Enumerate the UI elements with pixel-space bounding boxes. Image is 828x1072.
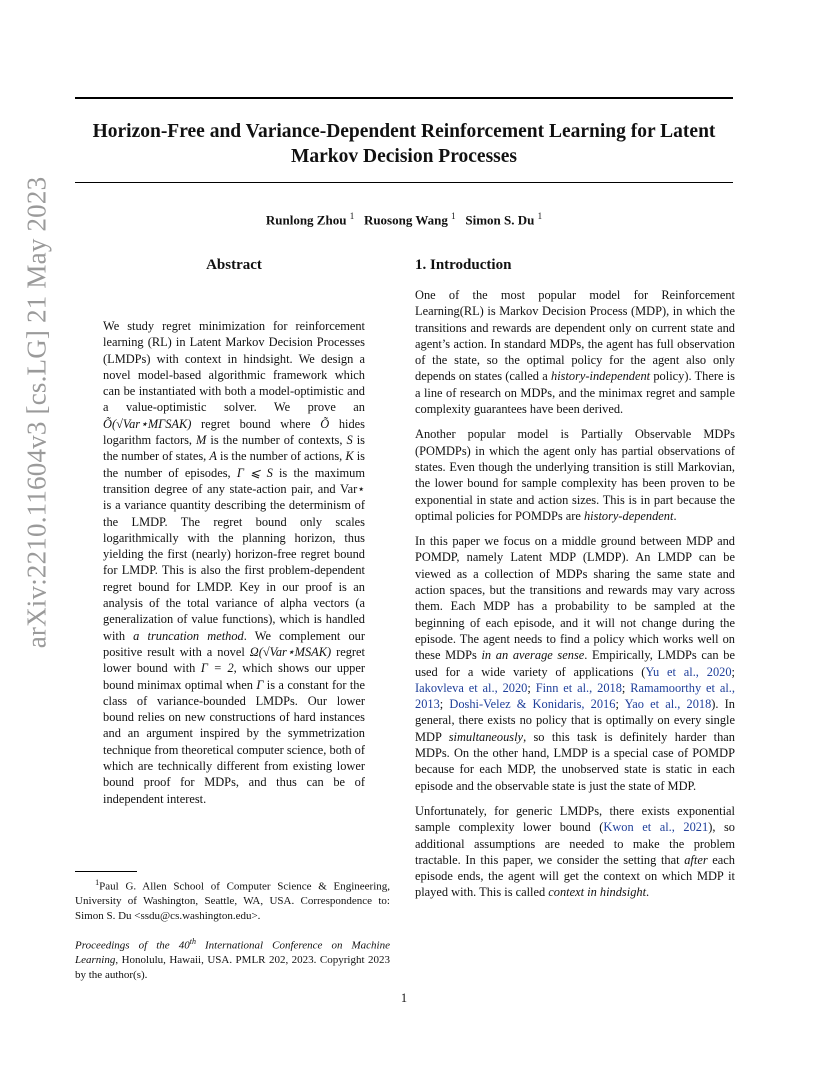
intro-text: One of the most popular model for Reinforcement Learning(RL) is Markov Decision Process (MDP), in which the transitions and rewards are dependent only on current state and agent’s action. In standard MDPs, the agent has full observation of the state, so the optimal policy for the agent also only depends on states (called a	[415, 288, 735, 384]
intro-text: ;	[615, 697, 625, 712]
intro-text: ). In general, there exists no policy that is optimally on every single MDP	[415, 697, 735, 744]
math-symbol: S	[346, 433, 353, 448]
abstract-text: is the number of episodes,	[103, 449, 365, 480]
intro-text: .	[673, 508, 677, 523]
title-line-1: Horizon-Free and Variance-Dependent Reinforcement Learning for Latent	[92, 121, 716, 142]
intro-paragraph	[415, 426, 735, 524]
author-name: Simon S. Du	[465, 212, 535, 228]
emphasis-text: history-dependent	[583, 508, 674, 523]
author-affiliation: 1	[451, 211, 456, 221]
abstract-text: is the number of contexts,	[206, 433, 347, 448]
abstract-text: , which shows our upper bound minimax optimal when	[103, 661, 365, 692]
title-top-rule	[75, 97, 733, 99]
citation-link[interactable]: Ramamoorthy et al., 2013	[415, 680, 735, 712]
abstract-text: is the number of states,	[103, 433, 365, 464]
footnote	[75, 876, 390, 982]
abstract-text: is the maximum transition degree of any state-action pair, and	[103, 465, 366, 496]
proceedings-text: , Honolulu, Hawaii, USA. PMLR 202, 2023. Copyright 2023 by the author(s).	[75, 954, 390, 981]
paper-title	[75, 119, 733, 169]
arxiv-stamp	[21, 176, 52, 648]
proceedings-note	[75, 935, 390, 982]
emphasis-text: simultaneously	[448, 729, 524, 744]
intro-paragraph	[415, 803, 735, 901]
abstract-text: is a variance quantity describing the determinism of the LMDP. The regret bound only scales logarithmically with the planning horizon, thus yielding the first (nearly) horizon-free regret bound for LMDP. This is also the first problem-dependent regret bound for LMDP. Key in our proof is an analysis of the total variance of alpha vectors (a generalization of value functions), which is handled with	[103, 498, 365, 643]
footnote-text: Paul G. Allen School of Computer Science & Engineering, University of Washington, Seattle, WA, USA. Correspondence to: Simon S. Du <ssdu@cs.washington.edu>.	[75, 880, 390, 922]
emphasis-text: in an average sense	[481, 648, 585, 663]
math-symbol: M	[196, 433, 207, 448]
citation-link[interactable]: Yu et al., 2020	[645, 664, 732, 679]
citation-link[interactable]: Doshi-Velez & Konidaris, 2016	[449, 697, 616, 712]
intro-text: Unfortunately, for generic LMDPs, there exists exponential sample complexity lower bound (	[415, 803, 735, 835]
proceedings-ordinal: th	[189, 937, 196, 947]
emphasis-text: after	[684, 852, 708, 867]
page-number: 1	[400, 991, 408, 1005]
math-symbol: Γ ⩽ S	[236, 465, 273, 480]
emphasis-text: context in hindsight	[548, 885, 647, 900]
abstract-heading: Abstract	[206, 257, 262, 273]
emphasis-text: a truncation method	[133, 628, 244, 643]
math-symbol: Õ	[320, 416, 330, 431]
intro-text: ;	[621, 680, 631, 695]
intro-paragraph	[415, 533, 735, 794]
intro-text: ;	[731, 664, 735, 679]
lower-bound-formula: Ω(√Var⋆MSAK)	[249, 644, 332, 659]
intro-text: .	[646, 885, 650, 900]
title-bottom-rule	[75, 182, 733, 183]
introduction-body	[415, 287, 735, 910]
intro-text: ;	[527, 680, 536, 695]
footnote-marker: 1	[95, 878, 100, 887]
section-heading-introduction: 1. Introduction	[415, 257, 512, 273]
author-affiliation: 1	[537, 211, 543, 221]
math-symbol: Γ	[256, 677, 264, 692]
affiliation-footnote	[75, 876, 390, 923]
upper-bound-formula: Õ(√Var⋆MΓSAK)	[103, 416, 192, 431]
proceedings-text: Proceedings of the	[75, 939, 179, 952]
citation-link[interactable]: Iakovleva et al., 2020	[415, 680, 528, 695]
emphasis-text: history-independent	[551, 369, 651, 384]
intro-text: policy). There is a line of research on MDPs, and the minimax regret and sample complexity guarantees have been derived.	[415, 369, 735, 417]
citation-link[interactable]: Finn et al., 2018	[535, 680, 622, 695]
abstract-text: regret lower bound with	[103, 644, 365, 676]
abstract-text: regret bound where	[191, 416, 321, 431]
abstract-text: hides logarithm factors,	[103, 416, 365, 448]
abstract-body	[103, 318, 365, 807]
math-symbol: Γ = 2	[200, 661, 234, 676]
author-affiliation: 1	[349, 211, 355, 221]
abstract-text: is a constant for the class of variance-bounded LMDPs. Our lower bound relies on new constructions of hard instances and an argument inspired by the symmetrization technique from theoretical computer science, both of which are technically different from existing lower bound proof for MDPs, and thus can be of independent interest.	[103, 677, 365, 806]
author-name: Ruosong Wang	[363, 212, 448, 228]
citation-link[interactable]: Kwon et al., 2021	[603, 820, 709, 835]
proceedings-text: International Conference on Machine Learning	[75, 939, 390, 967]
intro-text: each episode ends, the agent will get the context on which MDP it played with. This is called	[415, 852, 735, 900]
title-line-2: Markov Decision Processes	[290, 146, 517, 167]
author-list	[75, 211, 733, 228]
intro-text: Another popular model is Partially Observable MDPs (POMDPs) in which the agent only has partial observations of states. Even though the underlying transition is still Markovian, the lower bound for sample complexity has been proven to be exponential in state and action sizes. This is in part because the optimal policies for POMDPs are	[415, 427, 735, 523]
intro-paragraph	[415, 287, 735, 417]
math-symbol: K	[345, 449, 354, 464]
math-symbol: Var⋆	[340, 481, 365, 496]
abstract-text: We study regret minimization for reinforcement learning (RL) in Latent Markov Decision Processes (LMDPs) with context in hindsight. We design a novel model-based algorithmic framework which can be instantiated with both a model-optimistic and a value-optimistic solver. We prove an	[103, 319, 365, 415]
abstract-text: is the number of actions,	[216, 449, 346, 464]
abstract-text: . We complement our positive result with a novel	[103, 628, 365, 659]
author-name: Runlong Zhou	[265, 212, 347, 228]
intro-text: . Empirically, LMDPs can be used for a wide variety of applications (	[415, 648, 735, 679]
proceedings-number: 40	[178, 939, 190, 952]
footnote-rule	[75, 871, 137, 872]
abstract-paragraph	[103, 318, 365, 807]
arxiv-id: arXiv:2210.11604v3 [cs.LG] 21 May 2023	[21, 176, 52, 648]
intro-text: , so this task is definitely harder than MDPs. On the other hand, LMDP is a special case of POMDP because for each MDP, the unobserved state is static in each episode and the observable state is just the state of MDP.	[415, 729, 735, 793]
citation-link[interactable]: Yao et al., 2018	[624, 697, 712, 712]
intro-text: ;	[439, 697, 450, 712]
intro-text: ), so additional assumptions are needed to make the problem tractable. In this paper, we consider the setting that	[415, 820, 735, 867]
intro-text: In this paper we focus on a middle ground between MDP and POMDP, namely Latent MDP (LMDP). An LMDP can be viewed as a collection of MDPs sharing the same state and action spaces, but the transitions and rewards may vary across them. Each MDP has a probability to be sampled at the beginning of each episode, and it will not change during the episode. The agent needs to find a policy which works well on these MDPs	[415, 534, 735, 663]
math-symbol: A	[209, 449, 217, 464]
